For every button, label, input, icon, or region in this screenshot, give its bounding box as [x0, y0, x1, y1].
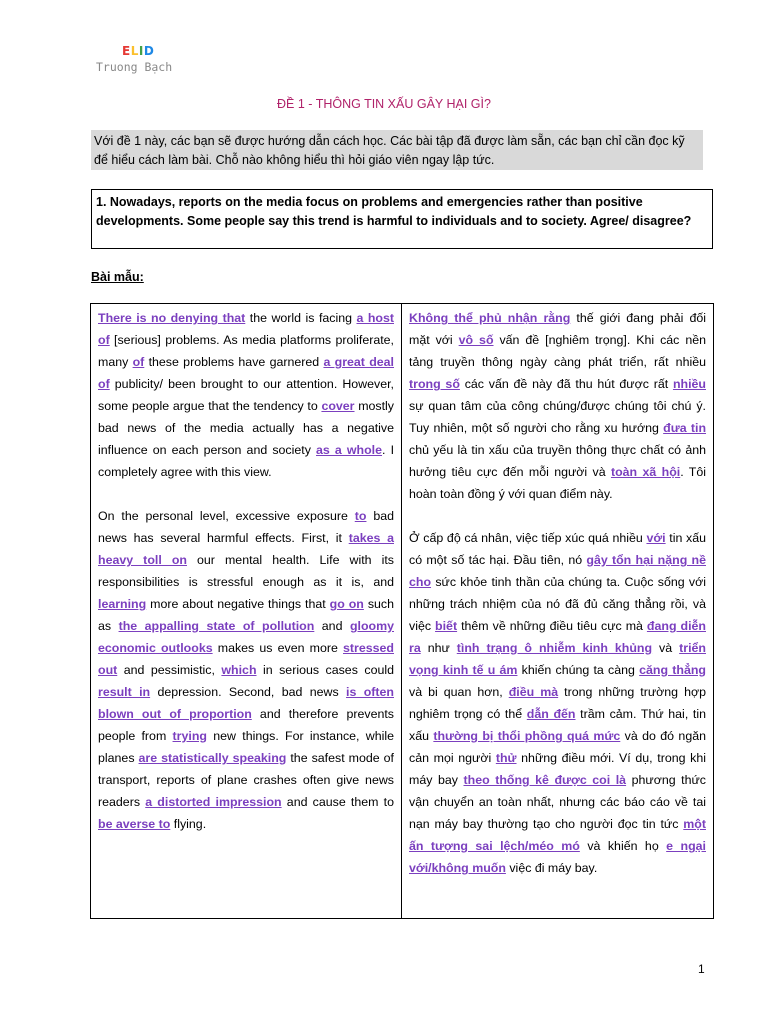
highlighted-phrase: gây tổn hại nặng nề cho: [409, 553, 706, 589]
highlighted-phrase: e ngại với/không muốn: [409, 839, 706, 875]
highlighted-phrase: toàn xã hội: [610, 465, 681, 479]
sample-label: Bài mẫu:: [91, 270, 144, 284]
highlighted-phrase: takes a heavy toll on: [98, 531, 394, 567]
highlighted-phrase: vô số: [458, 333, 494, 347]
logo-letter: I: [138, 44, 144, 58]
highlighted-phrase: biết: [435, 619, 458, 633]
logo-letter: L: [130, 44, 139, 58]
highlighted-phrase: gloomy economic outlooks: [98, 619, 394, 655]
highlighted-phrase: of: [132, 355, 145, 369]
vietnamese-paragraph: Không thể phủ nhận rằng thế giới đang phải đối mặt với vô số vấn đề [nghiêm trọng]. Khi các nền tảng truyền thông ngày càng phát triển, rất nhiều trong số các vấn đề này đã thu hút được rất nhiều sự quan tâm của công chúng/được chúng tôi chú ý. Tuy nhiên, một số người cho rằng xu hướng đưa tin chủ yếu là tin xấu của truyền thông thực chất có ảnh hưởng tiêu cực đến mỗi người và toàn xã hội. Tôi hoàn toàn đồng ý với quan điểm này.: [409, 311, 707, 501]
highlighted-phrase: a distorted impression: [145, 795, 282, 809]
highlighted-phrase: be averse to: [98, 817, 171, 831]
highlighted-phrase: theo thống kê được coi là: [463, 773, 627, 787]
highlighted-phrase: a host of: [98, 311, 394, 347]
essay-question: 1. Nowadays, reports on the media focus on problems and emergencies rather than positive developments. Some people say this trend is harmful to individuals and to society. Agree/ disagree?: [91, 189, 713, 249]
highlighted-phrase: learning: [98, 597, 147, 611]
highlighted-phrase: một ấn tượng sai lệch/méo mó: [409, 817, 706, 853]
highlighted-phrase: tình trạng ô nhiễm kinh khủng: [456, 641, 653, 655]
highlighted-phrase: to: [354, 509, 367, 523]
intro-note: Với đề 1 này, các bạn sẽ được hướng dẫn cách học. Các bài tập đã được làm sẵn, các bạn chỉ cần đọc kỹ để hiểu cách làm bài. Chỗ nào không hiểu thì hỏi giáo viên ngay lập tức.: [91, 130, 703, 170]
highlighted-phrase: thường bị thổi phồng quá mức: [433, 729, 621, 743]
logo-subtitle: Truong Bạch: [96, 60, 173, 74]
highlighted-phrase: căng thẳng: [639, 663, 707, 677]
highlighted-phrase: với: [646, 531, 666, 545]
highlighted-phrase: dẫn đến: [526, 707, 576, 721]
english-paragraph: There is no denying that the world is facing a host of [serious] problems. As media platforms proliferate, many of these problems have garnered a great deal of publicity/ been brought to our attention. However, some people argue that the tendency to cover mostly bad news of the media actually has a negative influence on each person and society as a whole. I completely agree with this view.: [98, 311, 395, 479]
highlighted-phrase: triển vọng kinh tế u ám: [409, 641, 706, 677]
page-title: ĐỀ 1 - THÔNG TIN XẤU GÂY HẠI GÌ?: [277, 97, 491, 111]
sample-essay-table: [90, 303, 714, 919]
highlighted-phrase: trying: [172, 729, 207, 743]
highlighted-phrase: is often blown out of proportion: [98, 685, 394, 721]
vietnamese-paragraph: Ở cấp độ cá nhân, việc tiếp xúc quá nhiều với tin xấu có một số tác hại. Đầu tiên, nó gây tổn hại nặng nề cho sức khỏe tinh thần của chúng ta. Cuộc sống với những trách nhiệm của nó đã đủ căng thẳng rồi, và việc biết thêm về những điều tiêu cực mà đang diễn ra như tình trạng ô nhiễm kinh khủng và triển vọng kinh tế u ám khiến chúng ta càng căng thẳng và bi quan hơn, điều mà trong những trường hợp nghiêm trọng có thể dẫn đến trầm cảm. Thứ hai, tin xấu thường bị thổi phồng quá mức và do đó ngăn cản mọi người thử những điều mới. Ví dụ, trong khi máy bay theo thống kê được coi là phương thức vận chuyển an toàn nhất, nhưng các báo cáo về tai nạn máy bay thường tạo cho người đọc tin tức một ấn tượng sai lệch/méo mó và khiến họ e ngại với/không muốn việc đi máy bay.: [409, 531, 707, 875]
vietnamese-column: [402, 304, 713, 918]
highlighted-phrase: thử: [495, 751, 517, 765]
highlighted-phrase: nhiều: [672, 377, 706, 391]
highlighted-phrase: đang diễn ra: [409, 619, 706, 655]
highlighted-phrase: as a whole: [316, 443, 383, 457]
highlighted-phrase: stressed out: [98, 641, 394, 677]
logo-brand: [122, 44, 172, 58]
highlighted-phrase: There is no denying that: [98, 311, 246, 325]
highlighted-phrase: are statistically speaking: [138, 751, 287, 765]
highlighted-phrase: Không thể phủ nhận rằng: [409, 311, 571, 325]
highlighted-phrase: cover: [321, 399, 355, 413]
highlighted-phrase: result in: [98, 685, 151, 699]
logo: [96, 44, 172, 74]
english-column: [91, 304, 402, 918]
highlighted-phrase: which: [221, 663, 257, 677]
highlighted-phrase: đưa tin: [663, 421, 707, 435]
logo-letter: E: [122, 44, 131, 58]
english-paragraph: On the personal level, excessive exposure to bad news has several harmful effects. First, it takes a heavy toll on our mental health. Life with its responsibilities is stressful enough as it is, and learning more about negative things that go on such as the appalling state of pollution and gloomy economic outlooks makes us even more stressed out and pessimistic, which in serious cases could result in depression. Second, bad news is often blown out of proportion and therefore prevents people from trying new things. For instance, while planes are statistically speaking the safest mode of transport, reports of plane crashes often give news readers a distorted impression and cause them to be averse to flying.: [98, 509, 395, 831]
highlighted-phrase: điều mà: [508, 685, 559, 699]
highlighted-phrase: the appalling state of pollution: [118, 619, 315, 633]
highlighted-phrase: trong số: [409, 377, 460, 391]
logo-letter: D: [143, 44, 155, 58]
highlighted-phrase: a great deal of: [98, 355, 395, 391]
page-number: 1: [698, 962, 705, 976]
highlighted-phrase: go on: [329, 597, 364, 611]
